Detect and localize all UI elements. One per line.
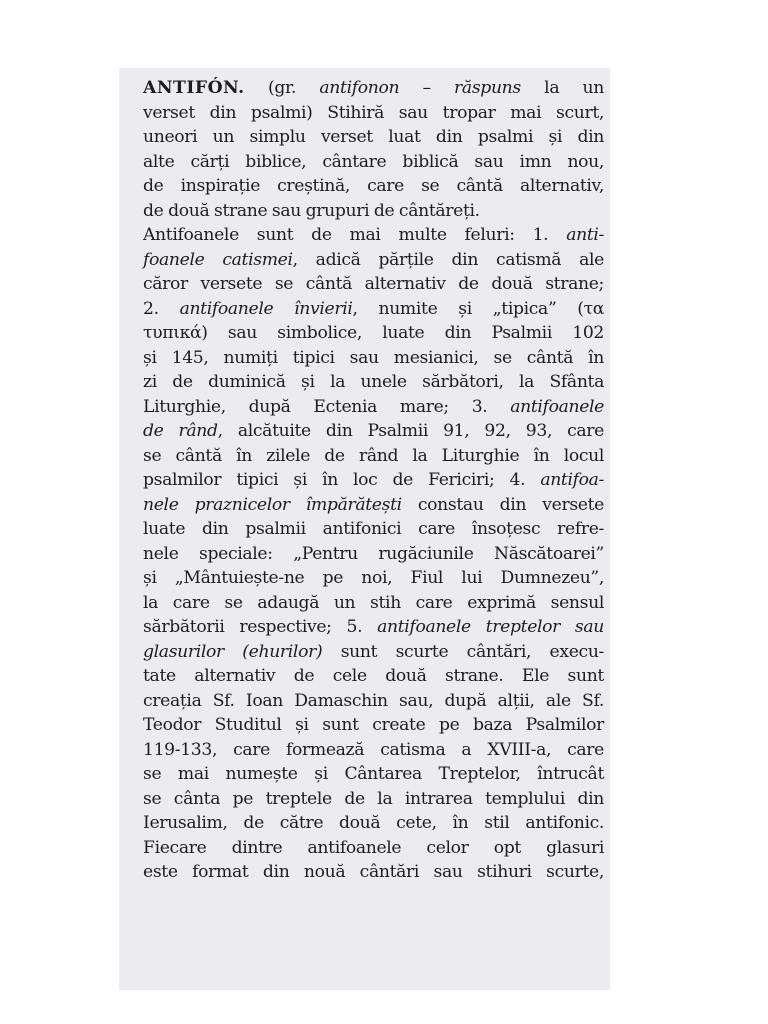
text-run: de două strane sau grupuri de cântăreți. — [143, 200, 480, 221]
text-line — [143, 346, 604, 371]
text-run: tate alternativ de cele două strane. Ele sunt — [143, 666, 604, 686]
text-run: se cântă în zilele de rând la Liturghie în locul — [143, 445, 604, 466]
text-line — [143, 762, 604, 787]
text-line — [143, 199, 604, 224]
text-line — [143, 860, 604, 885]
text-line — [143, 395, 604, 420]
text-line — [143, 101, 604, 126]
entry-headword: ANTIFÓN. — [143, 78, 245, 98]
italic-term: glasurilor (ehurilor) — [143, 641, 323, 662]
text-line — [143, 591, 604, 616]
text-run: , adică părțile din catismă ale — [292, 249, 604, 270]
text-line — [143, 517, 604, 542]
text-run: la care se adaugă un stih care exprimă sensul — [143, 592, 604, 613]
dictionary-entry — [143, 76, 604, 885]
text-run: căror versete se cântă alternativ de două strane; — [143, 274, 604, 294]
text-line — [143, 615, 604, 640]
text-run: la un — [520, 78, 604, 98]
italic-term: antifoanele — [510, 396, 604, 417]
text-line — [143, 272, 604, 297]
text-line — [143, 444, 604, 469]
text-run: Ierusalim, de către două cete, în stil antifonic. — [143, 813, 604, 833]
text-line — [143, 542, 604, 567]
text-run: se mai numește și Cântarea Treptelor, întrucât — [143, 764, 604, 784]
text-line — [143, 248, 604, 273]
text-line — [143, 76, 604, 101]
text-line — [143, 370, 604, 395]
text-run: creația Sf. Ioan Damaschin sau, după alții, ale Sf. — [143, 690, 604, 711]
text-line — [143, 223, 604, 248]
italic-term: antifoa- — [540, 470, 604, 490]
text-run: Teodor Studitul și sunt create pe baza Psalmilor — [143, 715, 604, 735]
italic-term: antifoanele învierii — [179, 298, 353, 319]
text-line — [143, 738, 604, 763]
italic-term: antifoanele treptelor sau — [377, 617, 604, 637]
text-run: de inspirație creștină, care se cântă alternativ, — [143, 176, 604, 196]
text-run: (gr. — [244, 78, 320, 98]
text-run: τυπικά) sau simbolice, luate din Psalmii 102 — [143, 323, 604, 343]
italic-term: nele praznicelor împărătești — [143, 494, 402, 515]
text-run: și „Mântuiește-ne pe noi, Fiul lui Dumnezeu”, — [143, 568, 604, 588]
text-run: verset din psalmi) Stihiră sau tropar mai scurt, — [143, 102, 604, 123]
text-line — [143, 419, 604, 444]
text-run: luate din psalmii antifonici care însoțesc refre- — [143, 519, 604, 539]
text-run: 2. — [143, 298, 180, 319]
text-run: 119-133, care formează catisma a XVIII-a, care — [143, 739, 604, 760]
text-line — [143, 836, 604, 861]
text-line — [143, 664, 604, 689]
scanned-page — [119, 68, 610, 990]
text-run: , alcătuite din Psalmii 91, 92, 93, care — [217, 421, 604, 441]
text-line — [143, 787, 604, 812]
italic-term: de rând — [143, 421, 218, 441]
text-line — [143, 713, 604, 738]
text-run: constau din versete — [401, 494, 605, 515]
text-run: , numite și „tipica” (τα — [352, 298, 604, 319]
text-run: alte cărți biblice, cântare biblică sau imn nou, — [143, 151, 604, 172]
text-line — [143, 689, 604, 714]
text-run: este format din nouă cântări sau stihuri scurte, — [143, 862, 604, 882]
text-line — [143, 321, 604, 346]
text-run: sunt scurte cântări, execu- — [322, 641, 604, 662]
italic-term: antifonon – răspuns — [319, 78, 521, 98]
italic-term: foanele catismei — [143, 249, 293, 270]
text-run: Liturghie, după Ectenia mare; 3. — [143, 396, 511, 417]
text-line — [143, 297, 604, 322]
text-line — [143, 468, 604, 493]
text-run: uneori un simplu verset luat din psalmi și din — [143, 127, 604, 147]
text-line — [143, 811, 604, 836]
text-line — [143, 125, 604, 150]
text-line — [143, 493, 604, 518]
text-line — [143, 640, 604, 665]
text-run: zi de duminică și la unele sărbători, la Sfânta — [143, 372, 604, 392]
text-run: se cânta pe treptele de la intrarea templului din — [143, 788, 604, 809]
text-run: Antifoanele sunt de mai multe feluri: 1. — [143, 225, 567, 245]
text-run: Fiecare dintre antifoanele celor opt glasuri — [143, 837, 604, 858]
italic-term: anti- — [566, 225, 604, 245]
text-run: psalmilor tipici și în loc de Fericiri; 4. — [143, 470, 541, 490]
text-run: și 145, numiți tipici sau mesianici, se cântă în — [143, 347, 604, 368]
text-line — [143, 174, 604, 199]
text-run: sărbătorii respective; 5. — [143, 617, 378, 637]
text-line — [143, 150, 604, 175]
text-run: nele speciale: „Pentru rugăciunile Născătoarei” — [143, 543, 604, 564]
text-line — [143, 566, 604, 591]
